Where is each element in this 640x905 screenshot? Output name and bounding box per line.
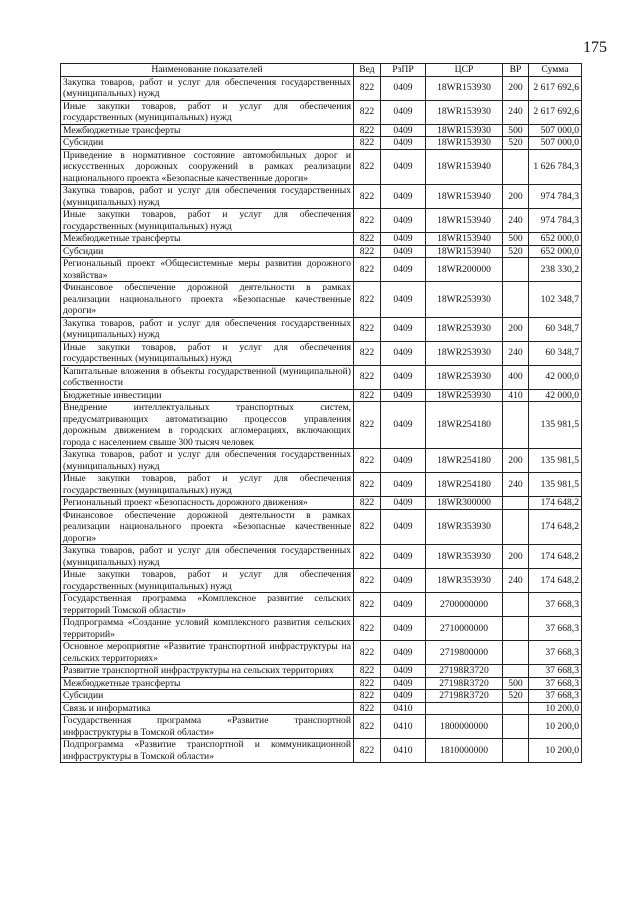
row-name: Межбюджетные трансферты (61, 124, 354, 137)
row-name: Субсидии (61, 245, 354, 258)
row-csr: 18WR253930 (426, 389, 503, 402)
row-ved: 822 (354, 258, 381, 282)
row-ved: 822 (354, 690, 381, 703)
row-name: Основное мероприятие «Развитие транспортной инфраструктуры на сельских территориях» (61, 641, 354, 665)
row-ved: 822 (354, 641, 381, 665)
row-ved: 822 (354, 389, 381, 402)
row-name: Закупка товаров, работ и услуг для обеспечения государственных (муниципальных) нужд (61, 76, 354, 100)
row-csr: 18WR153940 (426, 149, 503, 185)
row-sum: 135 981,5 (529, 473, 582, 497)
row-sum: 10 200,0 (529, 702, 582, 715)
row-csr: 18WR153940 (426, 233, 503, 246)
row-sum: 652 000,0 (529, 233, 582, 246)
row-rzpr: 0409 (381, 365, 426, 389)
row-sum: 974 784,3 (529, 209, 582, 233)
table-row (61, 258, 582, 282)
row-name: Финансовое обеспечение дорожной деятельности в рамках реализации национального проекта «Безопасные качественные дороги» (61, 509, 354, 545)
row-vr: 200 (503, 317, 529, 341)
row-sum: 37 668,3 (529, 677, 582, 690)
row-csr: 18WR153940 (426, 245, 503, 258)
row-csr: 1800000000 (426, 715, 503, 739)
row-ved: 822 (354, 282, 381, 318)
header-name: Наименование показателей (61, 64, 354, 77)
row-name: Связь и информатика (61, 702, 354, 715)
table-row (61, 702, 582, 715)
row-name: Закупка товаров, работ и услуг для обеспечения государственных (муниципальных) нужд (61, 185, 354, 209)
table-row (61, 665, 582, 678)
row-ved: 822 (354, 233, 381, 246)
row-name: Иные закупки товаров, работ и услуг для обеспечения государственных (муниципальных) нужд (61, 569, 354, 593)
row-sum: 174 648,2 (529, 545, 582, 569)
table-row (61, 449, 582, 473)
table-row (61, 739, 582, 763)
row-vr (503, 497, 529, 510)
row-csr: 1810000000 (426, 739, 503, 763)
row-ved: 822 (354, 569, 381, 593)
row-vr: 240 (503, 100, 529, 124)
row-ved: 822 (354, 593, 381, 617)
row-rzpr: 0410 (381, 739, 426, 763)
row-rzpr: 0409 (381, 509, 426, 545)
row-csr: 18WR353930 (426, 545, 503, 569)
row-sum: 2 617 692,6 (529, 76, 582, 100)
row-name: Закупка товаров, работ и услуг для обеспечения государственных (муниципальных) нужд (61, 449, 354, 473)
row-vr: 410 (503, 389, 529, 402)
row-rzpr: 0409 (381, 641, 426, 665)
table-row (61, 365, 582, 389)
row-sum: 37 668,3 (529, 641, 582, 665)
table-row (61, 545, 582, 569)
row-ved: 822 (354, 245, 381, 258)
row-csr: 18WR353930 (426, 509, 503, 545)
row-ved: 822 (354, 715, 381, 739)
row-ved: 822 (354, 702, 381, 715)
row-rzpr: 0409 (381, 124, 426, 137)
row-sum: 102 348,7 (529, 282, 582, 318)
row-sum: 135 981,5 (529, 402, 582, 449)
row-ved: 822 (354, 137, 381, 150)
row-name: Иные закупки товаров, работ и услуг для обеспечения государственных (муниципальных) нужд (61, 209, 354, 233)
table-row (61, 137, 582, 150)
row-vr (503, 702, 529, 715)
table-row (61, 690, 582, 703)
table-row (61, 593, 582, 617)
row-name: Субсидии (61, 137, 354, 150)
table-row (61, 641, 582, 665)
row-csr: 18WR200000 (426, 258, 503, 282)
row-rzpr: 0409 (381, 473, 426, 497)
row-ved: 822 (354, 149, 381, 185)
row-ved: 822 (354, 341, 381, 365)
row-vr (503, 617, 529, 641)
row-vr (503, 665, 529, 678)
row-name: Бюджетные инвестиции (61, 389, 354, 402)
row-sum: 135 981,5 (529, 449, 582, 473)
row-csr: 18WR253930 (426, 317, 503, 341)
row-csr: 18WR153930 (426, 124, 503, 137)
row-ved: 822 (354, 100, 381, 124)
header-ved: Вед (354, 64, 381, 77)
row-ved: 822 (354, 497, 381, 510)
row-sum: 42 000,0 (529, 365, 582, 389)
row-vr: 240 (503, 209, 529, 233)
row-csr: 18WR253930 (426, 365, 503, 389)
row-ved: 822 (354, 509, 381, 545)
row-ved: 822 (354, 677, 381, 690)
table-row (61, 233, 582, 246)
row-csr: 18WR153940 (426, 185, 503, 209)
row-name: Региональный проект «Безопасность дорожного движения» (61, 497, 354, 510)
row-name: Капитальные вложения в объекты государственной (муниципальной) собственности (61, 365, 354, 389)
budget-table (60, 63, 582, 763)
row-rzpr: 0409 (381, 76, 426, 100)
row-name: Закупка товаров, работ и услуг для обеспечения государственных (муниципальных) нужд (61, 545, 354, 569)
row-rzpr: 0409 (381, 282, 426, 318)
row-rzpr: 0409 (381, 569, 426, 593)
row-name: Иные закупки товаров, работ и услуг для обеспечения государственных (муниципальных) нужд (61, 100, 354, 124)
table-header-row (61, 64, 582, 77)
row-rzpr: 0409 (381, 665, 426, 678)
row-rzpr: 0409 (381, 617, 426, 641)
row-sum: 174 648,2 (529, 569, 582, 593)
row-vr (503, 282, 529, 318)
row-rzpr: 0409 (381, 185, 426, 209)
row-sum: 42 000,0 (529, 389, 582, 402)
row-vr: 200 (503, 76, 529, 100)
row-vr: 500 (503, 677, 529, 690)
table-row (61, 617, 582, 641)
row-rzpr: 0409 (381, 402, 426, 449)
row-sum: 60 348,7 (529, 317, 582, 341)
row-rzpr: 0409 (381, 497, 426, 510)
table-row (61, 402, 582, 449)
row-rzpr: 0409 (381, 341, 426, 365)
row-vr (503, 715, 529, 739)
row-vr: 500 (503, 233, 529, 246)
row-vr: 520 (503, 137, 529, 150)
row-vr (503, 149, 529, 185)
table-row (61, 245, 582, 258)
table-row (61, 569, 582, 593)
row-csr: 27198R3720 (426, 665, 503, 678)
row-sum: 652 000,0 (529, 245, 582, 258)
row-name: Межбюджетные трансферты (61, 677, 354, 690)
row-ved: 822 (354, 76, 381, 100)
row-ved: 822 (354, 665, 381, 678)
row-vr (503, 739, 529, 763)
row-sum: 174 648,2 (529, 497, 582, 510)
row-name: Межбюджетные трансферты (61, 233, 354, 246)
table-row (61, 185, 582, 209)
row-name: Субсидии (61, 690, 354, 703)
row-csr: 18WR153930 (426, 137, 503, 150)
row-rzpr: 0409 (381, 677, 426, 690)
table-row (61, 677, 582, 690)
header-csr: ЦСР (426, 64, 503, 77)
table-row (61, 209, 582, 233)
row-csr: 2710000000 (426, 617, 503, 641)
row-sum: 37 668,3 (529, 690, 582, 703)
table-body (61, 76, 582, 763)
row-rzpr: 0410 (381, 702, 426, 715)
row-csr: 27198R3720 (426, 690, 503, 703)
row-vr (503, 509, 529, 545)
table-row (61, 715, 582, 739)
row-csr: 18WR254180 (426, 402, 503, 449)
row-csr: 18WR353930 (426, 569, 503, 593)
row-name: Иные закупки товаров, работ и услуг для обеспечения государственных (муниципальных) нужд (61, 341, 354, 365)
row-sum: 238 330,2 (529, 258, 582, 282)
row-name: Государственная программа «Развитие транспортной инфраструктуры в Томской области» (61, 715, 354, 739)
row-rzpr: 0409 (381, 233, 426, 246)
row-name: Государственная программа «Комплексное развитие сельских территорий Томской области» (61, 593, 354, 617)
row-csr: 18WR253930 (426, 341, 503, 365)
row-ved: 822 (354, 473, 381, 497)
table-row (61, 509, 582, 545)
row-ved: 822 (354, 449, 381, 473)
table-row (61, 124, 582, 137)
row-csr: 18WR300000 (426, 497, 503, 510)
row-csr: 18WR153940 (426, 209, 503, 233)
row-rzpr: 0409 (381, 389, 426, 402)
row-rzpr: 0409 (381, 100, 426, 124)
row-sum: 2 617 692,6 (529, 100, 582, 124)
row-csr: 18WR253930 (426, 282, 503, 318)
row-ved: 822 (354, 402, 381, 449)
row-ved: 822 (354, 739, 381, 763)
row-name: Внедрение интеллектуальных транспортных систем, предусматривающих автоматизацию процессов управления дорожным движением в городских агломерациях, включающих города с населением свыше 300 тысяч человек (61, 402, 354, 449)
row-rzpr: 0409 (381, 449, 426, 473)
row-csr: 2700000000 (426, 593, 503, 617)
row-ved: 822 (354, 317, 381, 341)
row-csr: 18WR153930 (426, 100, 503, 124)
table-row (61, 473, 582, 497)
table-row (61, 100, 582, 124)
row-rzpr: 0409 (381, 690, 426, 703)
row-vr (503, 258, 529, 282)
row-vr (503, 641, 529, 665)
row-vr: 520 (503, 690, 529, 703)
row-csr: 18WR153930 (426, 76, 503, 100)
row-vr: 500 (503, 124, 529, 137)
row-rzpr: 0409 (381, 545, 426, 569)
table-row (61, 282, 582, 318)
row-vr: 240 (503, 473, 529, 497)
table-row (61, 149, 582, 185)
row-name: Подпрограмма «Создание условий комплексного развития сельских территорий» (61, 617, 354, 641)
table-row (61, 317, 582, 341)
row-vr (503, 593, 529, 617)
header-sum: Сумма (529, 64, 582, 77)
header-rzpr: РзПР (381, 64, 426, 77)
row-vr (503, 402, 529, 449)
row-rzpr: 0409 (381, 317, 426, 341)
table-row (61, 76, 582, 100)
row-vr: 240 (503, 341, 529, 365)
row-sum: 10 200,0 (529, 739, 582, 763)
row-ved: 822 (354, 185, 381, 209)
row-rzpr: 0409 (381, 149, 426, 185)
row-ved: 822 (354, 124, 381, 137)
row-rzpr: 0409 (381, 137, 426, 150)
row-ved: 822 (354, 209, 381, 233)
row-csr: 2719800000 (426, 641, 503, 665)
row-rzpr: 0409 (381, 209, 426, 233)
table-row (61, 389, 582, 402)
row-sum: 174 648,2 (529, 509, 582, 545)
row-sum: 37 668,3 (529, 665, 582, 678)
table-row (61, 497, 582, 510)
row-sum: 37 668,3 (529, 617, 582, 641)
row-csr (426, 702, 503, 715)
row-sum: 60 348,7 (529, 341, 582, 365)
row-sum: 507 000,0 (529, 124, 582, 137)
row-name: Приведение в нормативное состояние автомобильных дорог и искусственных дорожных сооружений в рамках реализации национального проекта «Безопасные качественные дороги» (61, 149, 354, 185)
row-rzpr: 0410 (381, 715, 426, 739)
row-vr: 400 (503, 365, 529, 389)
row-ved: 822 (354, 545, 381, 569)
row-sum: 974 784,3 (529, 185, 582, 209)
row-rzpr: 0409 (381, 245, 426, 258)
row-csr: 18WR254180 (426, 473, 503, 497)
row-sum: 37 668,3 (529, 593, 582, 617)
row-name: Подпрограмма «Развитие транспортной и коммуникационной инфраструктуры в Томской области» (61, 739, 354, 763)
row-name: Иные закупки товаров, работ и услуг для обеспечения государственных (муниципальных) нужд (61, 473, 354, 497)
row-csr: 18WR254180 (426, 449, 503, 473)
row-rzpr: 0409 (381, 258, 426, 282)
row-ved: 822 (354, 365, 381, 389)
row-ved: 822 (354, 617, 381, 641)
row-vr: 200 (503, 449, 529, 473)
row-rzpr: 0409 (381, 593, 426, 617)
row-vr: 520 (503, 245, 529, 258)
row-csr: 27198R3720 (426, 677, 503, 690)
row-sum: 10 200,0 (529, 715, 582, 739)
row-name: Региональный проект «Общесистемные меры развития дорожного хозяйства» (61, 258, 354, 282)
row-name: Финансовое обеспечение дорожной деятельности в рамках реализации национального проекта «Безопасные качественные дороги» (61, 282, 354, 318)
row-name: Закупка товаров, работ и услуг для обеспечения государственных (муниципальных) нужд (61, 317, 354, 341)
row-name: Развитие транспортной инфраструктуры на сельских территориях (61, 665, 354, 678)
row-vr: 200 (503, 545, 529, 569)
header-vr: ВР (503, 64, 529, 77)
page-number: 175 (583, 39, 607, 56)
table-row (61, 341, 582, 365)
row-sum: 1 626 784,3 (529, 149, 582, 185)
row-vr: 200 (503, 185, 529, 209)
row-sum: 507 000,0 (529, 137, 582, 150)
row-vr: 240 (503, 569, 529, 593)
